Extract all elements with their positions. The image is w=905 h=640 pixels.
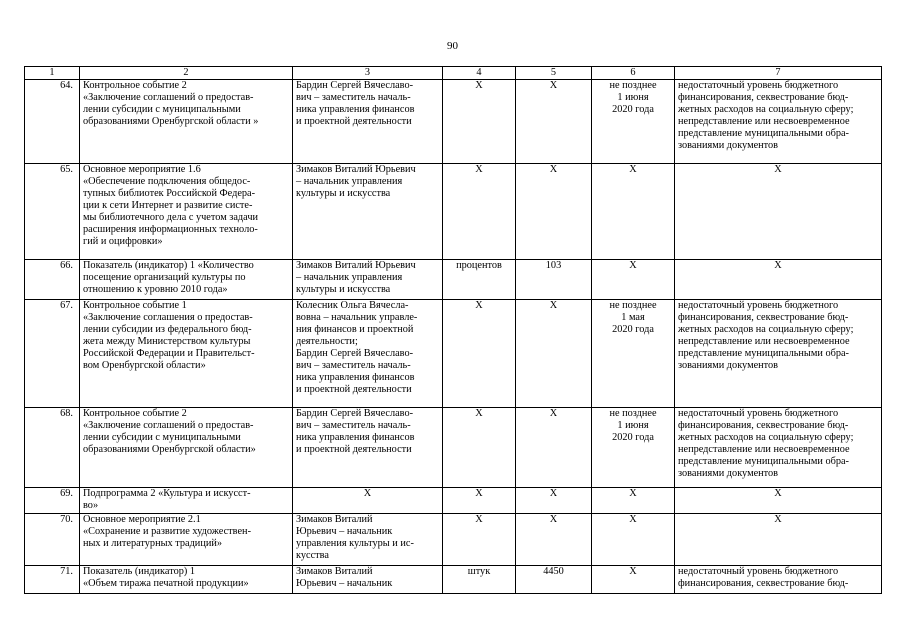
responsible-person: Бардин Сергей Вячеславо- вич – заместитель началь- ника управления финансов и проектной деятельности	[293, 408, 443, 488]
unit-cell: штук	[443, 566, 516, 594]
responsible-person: Зимаков Виталий Юрьевич – начальник управления культуры и ис- кусства	[293, 514, 443, 566]
event-name: Контрольное событие 2 «Заключение соглашений о предостав- лении субсидии с муниципальными образованиями Оренбургской области »	[80, 80, 293, 164]
row-number: 64.	[25, 80, 80, 164]
risks-cell: X	[675, 260, 882, 300]
value-cell: X	[516, 408, 592, 488]
page-number: 90	[447, 40, 458, 52]
event-name: Основное мероприятие 2.1 «Сохранение и развитие художествен- ных и литературных традиций»	[80, 514, 293, 566]
row-number: 67.	[25, 300, 80, 408]
value-cell: X	[516, 488, 592, 514]
event-name: Показатель (индикатор) 1 «Количество посещение организаций культуры по отношению к уровню 2010 года»	[80, 260, 293, 300]
event-name: Контрольное событие 2 «Заключение соглашений о предостав- лении субсидии с муниципальными образованиями Оренбургской области»	[80, 408, 293, 488]
risks-cell: недостаточный уровень бюджетного финансирования, секвестрование бюд-	[675, 566, 882, 594]
row-number: 71.	[25, 566, 80, 594]
event-name: Контрольное событие 1 «Заключение соглашения о предостав- лении субсидии из федерального бюд- жета между Министерством культуры Российской Федерации и Правительст- вом Оренбургской области»	[80, 300, 293, 408]
unit-cell: X	[443, 488, 516, 514]
value-cell: 4450	[516, 566, 592, 594]
value-cell: X	[516, 514, 592, 566]
risks-cell: X	[675, 488, 882, 514]
unit-cell: процентов	[443, 260, 516, 300]
row-number: 70.	[25, 514, 80, 566]
deadline-cell: не позднее 1 июня 2020 года	[592, 80, 675, 164]
plan-table	[24, 66, 882, 594]
table-row	[25, 566, 882, 594]
deadline-cell: не позднее 1 июня 2020 года	[592, 408, 675, 488]
value-cell: X	[516, 300, 592, 408]
table-row	[25, 260, 882, 300]
table-row	[25, 408, 882, 488]
event-name: Подпрограмма 2 «Культура и искусст- во»	[80, 488, 293, 514]
row-number: 68.	[25, 408, 80, 488]
responsible-person: Бардин Сергей Вячеславо- вич – заместитель началь- ника управления финансов и проектной деятельности	[293, 80, 443, 164]
column-number: 6	[592, 67, 675, 80]
event-name: Основное мероприятие 1.6 «Обеспечение подключения общедос- тупных библиотек Российской Федера- ции к сети Интернет и развитие систе- мы библиотечного дела с учетом задачи расширения информационных техноло- гий и оцифровки»	[80, 164, 293, 260]
responsible-person: Зимаков Виталий Юрьевич – начальник	[293, 566, 443, 594]
table-row	[25, 300, 882, 408]
unit-cell: X	[443, 408, 516, 488]
unit-cell: X	[443, 514, 516, 566]
deadline-cell: не позднее 1 мая 2020 года	[592, 300, 675, 408]
value-cell: X	[516, 80, 592, 164]
value-cell: X	[516, 164, 592, 260]
risks-cell: недостаточный уровень бюджетного финансирования, секвестрование бюд- жетных расходов на социальную сферу; непредставление или несвоевременное представление муниципальными обра- зованиями документов	[675, 300, 882, 408]
table-row	[25, 80, 882, 164]
risks-cell: X	[675, 164, 882, 260]
table-row	[25, 488, 882, 514]
deadline-cell: X	[592, 488, 675, 514]
row-number: 69.	[25, 488, 80, 514]
column-number-row	[25, 67, 882, 80]
event-name: Показатель (индикатор) 1 «Объем тиража печатной продукции»	[80, 566, 293, 594]
column-number: 2	[80, 67, 293, 80]
column-number: 5	[516, 67, 592, 80]
unit-cell: X	[443, 300, 516, 408]
column-number: 1	[25, 67, 80, 80]
value-cell: 103	[516, 260, 592, 300]
responsible-person: Зимаков Виталий Юрьевич – начальник управления культуры и искусства	[293, 260, 443, 300]
unit-cell: X	[443, 80, 516, 164]
risks-cell: недостаточный уровень бюджетного финансирования, секвестрование бюд- жетных расходов на социальную сферу; непредставление или несвоевременное представление муниципальными обра- зованиями документов	[675, 80, 882, 164]
risks-cell: X	[675, 514, 882, 566]
row-number: 65.	[25, 164, 80, 260]
table-row	[25, 164, 882, 260]
column-number: 7	[675, 67, 882, 80]
deadline-cell: X	[592, 164, 675, 260]
row-number: 66.	[25, 260, 80, 300]
risks-cell: недостаточный уровень бюджетного финансирования, секвестрование бюд- жетных расходов на социальную сферу; непредставление или несвоевременное представление муниципальными обра- зованиями документов	[675, 408, 882, 488]
deadline-cell: X	[592, 260, 675, 300]
table-row	[25, 514, 882, 566]
unit-cell: X	[443, 164, 516, 260]
responsible-person: Зимаков Виталий Юрьевич – начальник управления культуры и искусства	[293, 164, 443, 260]
responsible-person: Колесник Ольга Вячесла- вовна – начальник управле- ния финансов и проектной деятельности; Бардин Сергей Вячеславо- вич – заместитель началь- ника управления финансов и проектной деятельности	[293, 300, 443, 408]
deadline-cell: X	[592, 566, 675, 594]
deadline-cell: X	[592, 514, 675, 566]
column-number: 4	[443, 67, 516, 80]
responsible-person: X	[293, 488, 443, 514]
column-number: 3	[293, 67, 443, 80]
